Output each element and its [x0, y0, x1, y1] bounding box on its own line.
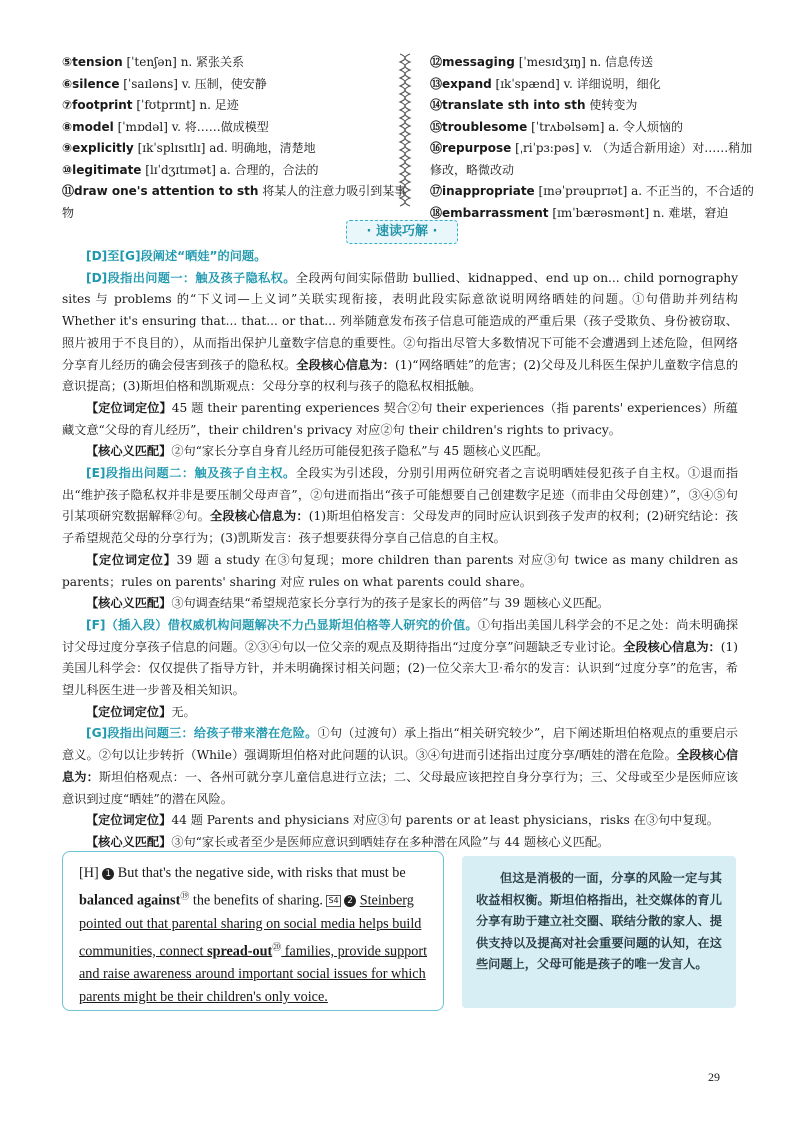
paragraph-e-match: 【核心义匹配】③句调查结果“希望规范家长分享行为的孩子是家长的两倍”与 39 题核心义匹配。 [86, 596, 610, 611]
vocab-item: ⑥silence [ˈsaɪləns] v. 压制，使安静 [62, 76, 267, 91]
paragraph-g-position: 【定位词定位】44 题 Parents and physicians 对应③句 parents or at least physicians，risks 在③句中复现。 [86, 813, 719, 828]
intro-line: [D]至[G]段阐述“晒娃”的问题。 [86, 249, 267, 263]
vocab-item: ⑭translate sth into sth 使转变为 [430, 98, 638, 112]
marker-badge: S4 [328, 896, 339, 906]
paragraph-f: [F]（插入段）借权威机构问题解决不力凸显斯坦伯格等人研究的价值。①句指出美国儿科学会的不足之处：尚未明确探讨父母过度分享孩子信息的问题。②③④句以一位父亲的观点及期待指出“过度分享”问题缺乏专业讨论。全段核心信息为：(1)美国儿科学会：仅仅提供了指导方针，并未明确探讨相关问题；(2)一位父亲大卫·希尔的发言：认识到“过度分享”的危害，希望儿科医生进一步普及相关知识。 [62, 617, 739, 698]
translation-box [462, 856, 736, 1008]
vocab-item: ⑮troublesome [ˈtrʌbəlsəm] a. 令人烦恼的 [430, 119, 684, 134]
vocab-item: ⑨explicitly [ɪkˈsplɪsɪtlɪ] ad. 明确地，清楚地 [62, 141, 316, 155]
sentence-number-badge: 2 [344, 895, 356, 907]
spiral-divider-icon [392, 50, 418, 208]
vocab-item: ⑩legitimate [lɪˈdʒɪtɪmət] a. 合理的，合法的 [62, 162, 319, 177]
vocab-item: ⑦footprint [ˈfʊtprɪnt] n. 足迹 [62, 98, 239, 112]
paragraph-label: [H] [79, 865, 99, 881]
english-passage-box: [H] 1 But that's the negative side, with risks that must be balanced against⑲ the benefits of sharing. S4 2 Steinberg pointed out that parental sharing on social media helps build communities, connect spread-out⑳ families, provide support and raise awareness around important social issues for which parents might be their children's only voice. [62, 851, 444, 1011]
vocab-column-right [430, 52, 760, 224]
vocab-item: ⑧model [ˈmɒdəl] v. 将……做成模型 [62, 119, 269, 134]
vocab-item: ⑱embarrassment [ɪmˈbærəsmənt] n. 难堪，窘迫 [430, 205, 729, 220]
paragraph-e-position: 【定位词定位】39 题 a study 在③句复现；more children than parents 对应③句 twice as many children as parents；rules on parents' sharing 对应 rules on what parents could share。 [62, 552, 739, 589]
vocab-item: ⑬expand [ɪkˈspænd] v. 详细说明，细化 [430, 76, 661, 91]
paragraph-g-match: 【核心义匹配】③句“家长或者至少是医师应意识到晒娃存在多种潜在风险”与 44 题核心义匹配。 [86, 834, 610, 849]
translation-text: 但这是消极的一面，分享的风险一定与其收益相权衡。斯坦伯格指出，社交媒体的育儿分享有助于建立社交圈、联结分散的家人、提供支持以及提高对社会重要问题的认知，在这些问题上，父母可能是孩子的唯一发言人。 [476, 871, 722, 971]
sentence-number-badge: 1 [102, 868, 114, 880]
section-title: · 速读巧解 · [346, 220, 458, 244]
paragraph-d-match: 【核心义匹配】②句“家长分享自身育儿经历可能侵犯孩子隐私”与 45 题核心义匹配。 [86, 444, 549, 459]
analysis-text [62, 246, 738, 854]
vocab-item: ⑪draw one's attention to sth 将某人的注意力吸引到某事物 [62, 184, 407, 220]
vocab-item: ⑯repurpose [ˌriˈpɜ:pəs] v. （为适合新用途）对……稍加修改，略微改动 [430, 141, 753, 177]
vocab-item: ⑤tension [ˈtenʃən] n. 紧张关系 [62, 55, 245, 69]
paragraph-d: [D]段指出问题一：触及孩子隐私权。全段两句间实际借助 bullied、kidnapped、end up on... child pornography sites 与 problems 的“下义词—上义词”关联实现衔接，表明此段实际意欲说明网络晒娃的问题。①句借助并列结构 Whether it's ensuring that... that... or that... 列举随意发布孩子信息可能造成的严重后果（孩子受欺负、身份被窃取、照片被用于不良目的），从而指出保护儿童数字信息的重要性。②句指出尽管大多数情况下可能不会遭遇到上述危险，但网络分享育儿经历的确会侵害到孩子的隐私权。全段核心信息为：(1)“网络晒娃”的危害；(2)父母及儿科医生保护儿童数字信息的意识提高；(3)斯坦伯格和凯斯观点：父母分享的权利与孩子的隐私权相抵触。 [62, 270, 739, 394]
vocab-item: ⑰inappropriate [ɪnəˈprəuprɪət] a. 不正当的，不合适的 [430, 184, 754, 198]
paragraph-e: [E]段指出问题二：触及孩子自主权。全段实为引述段，分别引用两位研究者之言说明晒娃侵犯孩子自主权。①退而指出“维护孩子隐私权并非是要压制父母声音”，②句进而指出“孩子可能想要自己创建数字足迹（而非由父母创建）”，③④⑤句引某项研究数据解释②句。全段核心信息为：(1)斯坦伯格发言：父母发声的同时应认识到孩子发声的权利；(2)研究结论：孩子希望规范父母的分享行为；(3)凯斯发言：孩子想要获得分享自己信息的自主权。 [62, 466, 739, 546]
paragraph-g: [G]段指出问题三：给孩子带来潜在危险。①句（过渡句）承上指出“相关研究较少”，启下阐述斯坦伯格观点的重要启示意义。②句以让步转折（While）强调斯坦伯格对此问题的认识。③④句进而引述指出过度分享/晒娃的潜在危险。全段核心信息为：斯坦伯格观点：一、各州可就分享儿童信息进行立法；二、父母最应该把控自身分享行为；三、父母或至少是医师应该意识到过度“晒娃”的潜在风险。 [62, 726, 739, 806]
paragraph-f-position: 【定位词定位】无。 [86, 704, 196, 719]
page-number: 29 [708, 1070, 720, 1084]
vocab-item: ⑫messaging [ˈmesɪdʒɪŋ] n. 信息传送 [430, 55, 654, 69]
vocab-column-left [62, 52, 410, 224]
paragraph-d-position: 【定位词定位】45 题 their parenting experiences 契合②句 their experiences（指 parents' experiences）所蕴藏文意“父母的育儿经历”，their children's privacy 对应②句 their children's rights to privacy。 [62, 400, 738, 437]
